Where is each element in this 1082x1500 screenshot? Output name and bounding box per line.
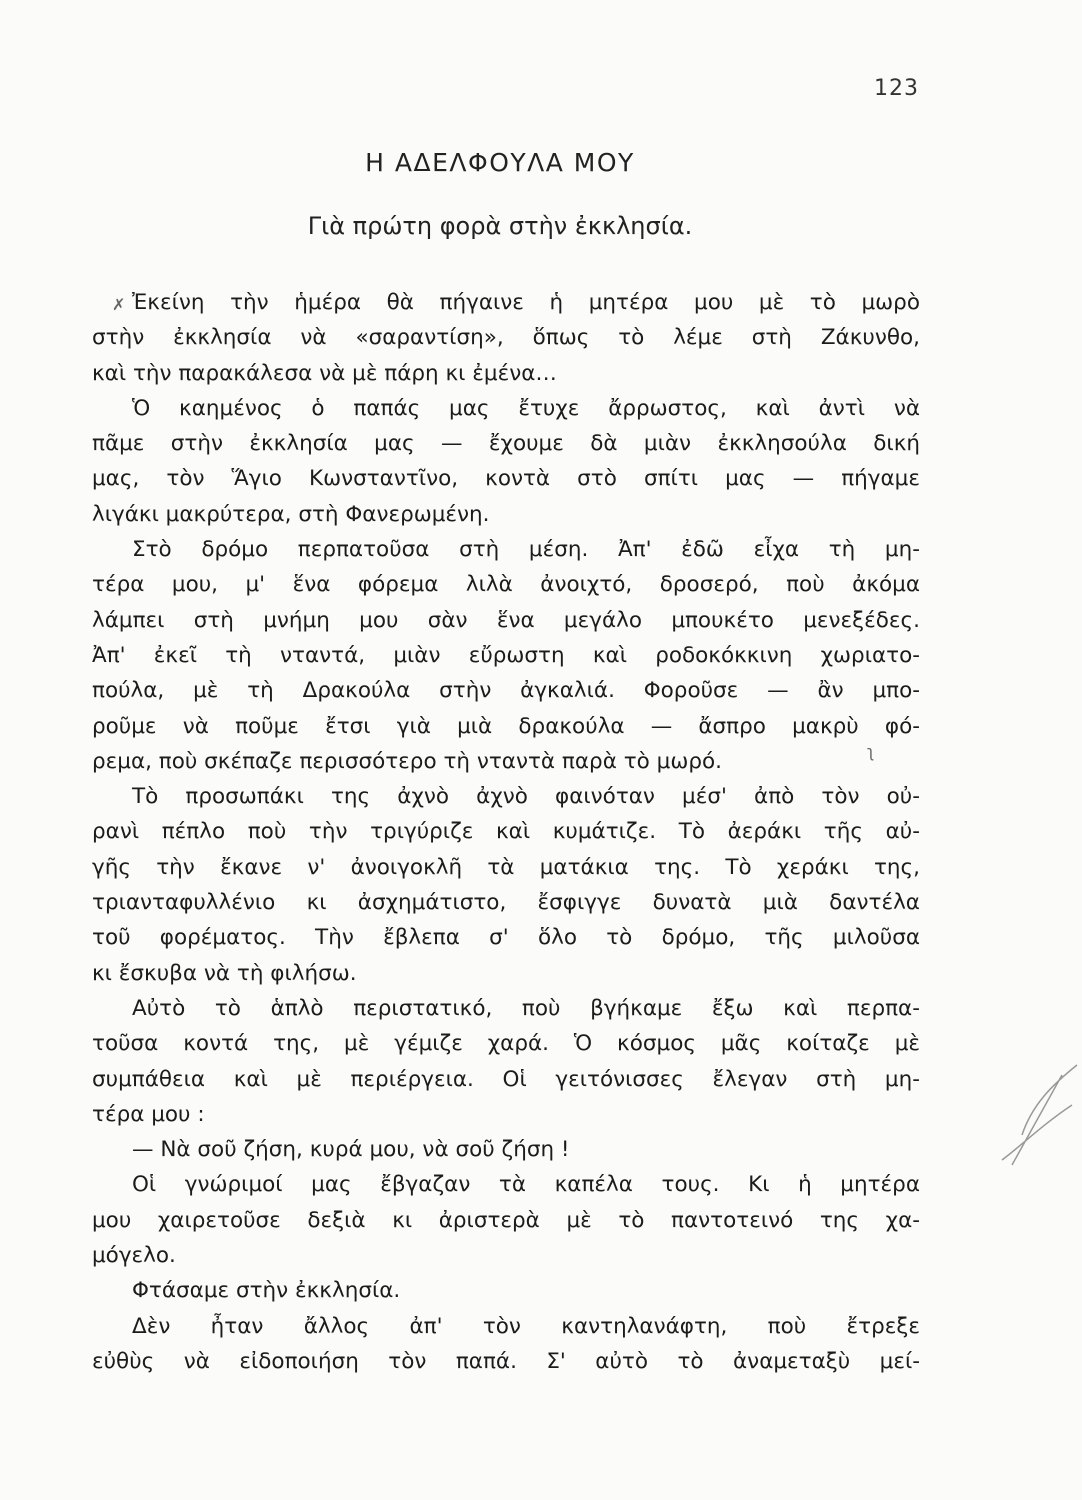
text-line: πούλα, μὲ τὴ Δρακούλα στὴν ἀγκαλιά. Φοροῦσε — ἂν μπο- <box>92 678 920 704</box>
text-line: τέρα μου, μ' ἕνα φόρεμα λιλὰ ἀνοιχτό, δροσερό, ποὺ ἀκόμα <box>92 572 920 598</box>
text-line: — Νὰ σοῦ ζήση, κυρά μου, νὰ σοῦ ζήση ! <box>132 1137 570 1163</box>
text-line: τριανταφυλλένιο κι ἀσχημάτιστο, ἔσφιγγε δυνατὰ μιὰ δαντέλα <box>92 890 920 916</box>
text-line: ροῦμε νὰ ποῦμε ἔτσι γιὰ μιὰ δρακούλα — ἄσπρο μακρὺ φό- <box>92 713 920 739</box>
text-line: συμπάθεια καὶ μὲ περιέργεια. Οἱ γειτόνισσες ἔλεγαν στὴ μη- <box>92 1066 920 1092</box>
text-line: ρεμα, ποὺ σκέπαζε περισσότερο τὴ νταντὰ παρὰ τὸ μωρό. <box>92 748 722 774</box>
text-line: τέρα μου : <box>92 1101 205 1127</box>
text-line: Ὁ καημένος ὁ παπάς μας ἔτυχε ἄρρωστος, καὶ ἀντὶ νὰ <box>132 395 920 421</box>
text-line: Στὸ δρόμο περπατοῦσα στὴ μέση. Ἀπ' ἐδῶ εἶχα τὴ μη- <box>132 537 920 563</box>
text-line: μας, τὸν Ἅγιο Κωνσταντῖνο, κοντὰ στὸ σπίτι μας — πήγαμε <box>92 466 920 492</box>
text-line: τοῦσα κοντά της, μὲ γέμιζε χαρά. Ὁ κόσμος μᾶς κοίταζε μὲ <box>92 1031 920 1057</box>
text-line: τοῦ φορέματος. Τὴν ἔβλεπα σ' ὅλο τὸ δρόμο, τῆς μιλοῦσα <box>92 925 920 951</box>
text-line: κι ἔσκυβα νὰ τὴ φιλήσω. <box>92 960 357 986</box>
pencil-mark-icon: ✗ <box>112 295 126 314</box>
text-line: Οἱ γνώριμοί μας ἔβγαζαν τὰ καπέλα τους. Κι ἡ μητέρα <box>132 1172 920 1198</box>
text-line: Φτάσαμε στὴν ἐκκλησία. <box>132 1278 401 1304</box>
text-line: πᾶμε στὴν ἐκκλησία μας — ἔχουμε δὰ μιὰν ἐκκλησούλα δική <box>92 431 920 457</box>
body-text <box>92 285 920 1379</box>
text-line: γῆς τὴν ἔκανε ν' ἀνοιγοκλῆ τὰ ματάκια της. Τὸ χεράκι της, <box>92 854 920 880</box>
pencil-mark-icon: ʅ <box>867 742 875 761</box>
text-line: μου χαιρετοῦσε δεξιὰ κι ἀριστερὰ μὲ τὸ παντοτεινό της χα- <box>92 1207 920 1233</box>
text-line: λάμπει στὴ μνήμη μου σὰν ἕνα μεγάλο μπουκέτο μενεξέδες. <box>92 607 920 633</box>
text-line: ρανὶ πέπλο ποὺ τὴν τριγύριζε καὶ κυμάτιζε. Τὸ ἀεράκι τῆς αὐ- <box>92 819 920 845</box>
text-line: Τὸ προσωπάκι της ἀχνὸ ἀχνὸ φαινόταν μέσ' ἀπὸ τὸν οὐ- <box>132 784 920 810</box>
text-line: λιγάκι μακρύτερα, στὴ Φανερωμένη. <box>92 501 490 527</box>
page-number: 123 <box>874 76 919 101</box>
text-line: καὶ τὴν παρακάλεσα νὰ μὲ πάρη κι ἐμένα… <box>92 360 557 386</box>
text-line: μόγελο. <box>92 1243 176 1269</box>
pencil-scribble-icon <box>992 1045 1082 1175</box>
chapter-subtitle: Γιὰ πρώτη φορὰ στὴν ἐκκλησία. <box>307 212 693 240</box>
text-line: Ἀπ' ἐκεῖ τὴ νταντά, μιὰν εὔρωστη καὶ ροδοκόκκινη χωριατο- <box>92 642 920 668</box>
text-line: στὴν ἐκκλησία νὰ «σαραντίση», ὅπως τὸ λέμε στὴ Ζάκυνθο, <box>92 325 920 351</box>
text-line: Αὐτὸ τὸ ἁπλὸ περιστατικό, ποὺ βγήκαμε ἔξω καὶ περπα- <box>132 995 920 1021</box>
text-line: εὐθὺς νὰ εἰδοποιήση τὸν παπά. Σ' αὐτὸ τὸ ἀναμεταξὺ μεί- <box>92 1348 920 1374</box>
text-line: Ἐκείνη τὴν ἡμέρα θὰ πήγαινε ἡ μητέρα μου μὲ τὸ μωρὸ <box>132 290 920 315</box>
text-line: Δὲν ἦταν ἄλλος ἀπ' τὸν καντηλανάφτη, ποὺ ἔτρεξε <box>132 1313 920 1339</box>
chapter-title: Η ΑΔΕΛΦΟΥΛΑ ΜΟΥ <box>365 148 635 177</box>
